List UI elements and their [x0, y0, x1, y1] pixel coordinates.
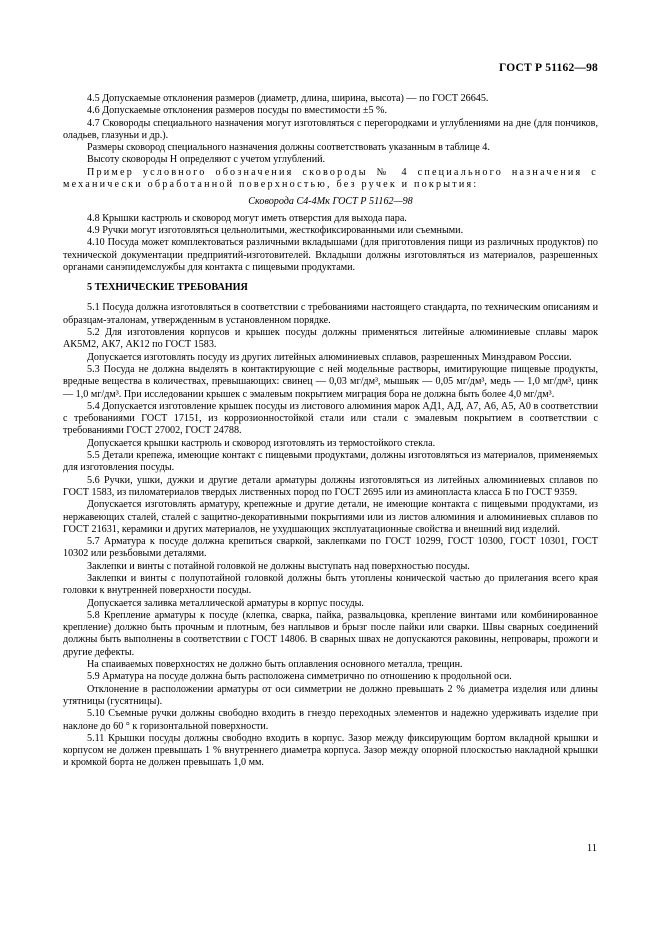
clause-4-7: 4.7 Сковороды специального назначения могут изготовляться с перегородками и углублениями на дне (для пончиков, оладьев, глазуньи и др.).: [63, 117, 598, 141]
clause-5-1: 5.1 Посуда должна изготовляться в соответствии с требованиями настоящего стандарта, по техническим описаниям и образцам-эталонам, утвержденным в установленном порядке.: [63, 302, 598, 326]
clause-4-5: 4.5 Допускаемые отклонения размеров (диаметр, длина, ширина, высота) — по ГОСТ 26645.: [87, 93, 489, 104]
section-heading: 5 ТЕХНИЧЕСКИЕ ТРЕБОВАНИЯ: [87, 282, 248, 294]
document-body: [63, 93, 598, 770]
clause-5-3: 5.3 Посуда не должна выделять в контактирующие с ней модельные растворы, имитирующие пищевые продукты, вредные вещества в количествах, превышающих: свинец — 0,03 мг/дм³, мышьяк — 0,05 мг/дм³, медь — 1,0 мг/дм³, цинк — 1,0 мг/дм³. При исследовании крышек с эмалевым покрытием миграция бора не должна быть более 4,0 мг/дм³.: [63, 363, 598, 400]
clause-4-8: 4.8 Крышки кастрюль и сковород могут иметь отверстия для выхода пара.: [87, 212, 407, 224]
clause-5-4-glass: Допускается крышки кастрюль и сковород изготовлять из термостойкого стекла.: [87, 437, 436, 449]
clause-4-9: 4.9 Ручки могут изготовляться цельнолитыми, жесткофиксированными или съемными.: [87, 224, 464, 236]
clause-5-4: 5.4 Допускается изготовление крышек посуды из листового алюминия марок АД1, АД, А7, А6, А5, А0 в соответствии с требованиями ГОСТ 17151, из коррозионностойкой стали или стали с эмалевым покрытием в соответствии с требованиями ГОСТ 27002, ГОСТ 24788.: [63, 400, 598, 437]
clause-5-7: 5.7 Арматура к посуде должна крепиться сваркой, заклепками по ГОСТ 10299, ГОСТ 10300, ГОСТ 10301, ГОСТ 10302 или резьбовыми деталями.: [63, 536, 598, 560]
clause-5-9: 5.9 Арматура на посуде должна быть расположена симметрично по отношению к продольной оси.: [87, 671, 512, 683]
page-number: 11: [586, 843, 597, 854]
clause-4-7-height: Высоту сковороды Н определяют с учетом углублений.: [87, 154, 326, 166]
designation-example: Пример условного обозначения сковороды № 4 специального назначения с механически обработанной поверхностью, без ручек и покрытия:: [63, 166, 598, 191]
clause-4-6: 4.6 Допускаемые отклонения размеров посуды по вместимости ±5 %.: [87, 105, 388, 117]
clause-5-7-semi-countersunk: Заклепки и винты с полупотайной головкой должны быть утоплены конической частью до прилегания всего края головки к внутренней поверхности посуды.: [63, 572, 598, 597]
clause-5-7-countersunk: Заклепки и винты с потайной головкой не должны выступать над поверхностью посуды.: [87, 560, 470, 572]
clause-5-2: 5.2 Для изготовления корпусов и крышек посуды должны применяться литейные алюминиевые сплавы марок АК5М2, АК7, АК12 по ГОСТ 1583.: [63, 327, 598, 351]
standard-header: ГОСТ Р 51162—98: [499, 62, 598, 74]
clause-5-5: 5.5 Детали крепежа, имеющие контакт с пищевыми продуктами, должны изготовляться из материалов, применяемых для изготовления посуды.: [63, 450, 598, 474]
clause-5-6-note: Допускается изготовлять арматуру, крепежные и другие детали, не имеющие контакта с пищевыми продуктами, из нержавеющих сталей, сталей с защитно-декоративными покрытиями или из листов алюминия и алюминиевых сплавов по ГОСТ 21631, керамики и других материалов, не ухудшающих эксплуатационные свойства и внешний вид изделий.: [63, 499, 598, 535]
clause-4-7-sizes: Размеры сковород специального назначения должны соответствовать указанным в таблице 4.: [87, 142, 490, 154]
clause-5-6: 5.6 Ручки, ушки, дужки и другие детали арматуры должны изготовляться из литейных алюминиевых сплавов по ГОСТ 1583, из пиломатериалов твердых лиственных пород по ГОСТ 2695 или из аминопласта класса Б по ГОСТ 9359.: [63, 474, 598, 498]
clause-5-2-note: Допускается изготовлять посуду из других литейных алюминиевых сплавов, разрешенных Минздравом России.: [87, 351, 572, 363]
clause-5-9-deviation: Отклонение в расположении арматуры от оси симметрии не должно превышать 2 % диаметра изделия или длины утятницы (гусятницы).: [63, 683, 598, 707]
clause-5-11: 5.11 Крышки посуды должны свободно входить в корпус. Зазор между фиксирующим бортом вкладной крышки и корпусом не должен превышать 1 % внутреннего диаметра корпуса. Зазор между опорной плоскостью накладной крышки и кромкой борта не должен превышать 1,0 мм.: [63, 732, 598, 769]
clause-5-7-casting: Допускается заливка металлической арматуры в корпус посуды.: [87, 597, 364, 609]
clause-5-8: 5.8 Крепление арматуры к посуде (клепка, сварка, пайка, развальцовка, крепление винтами или комбинированное крепление) должно быть прочным и плотным, без наплывов и брызг после пайки или сварки. Швы сварных соединений должны быть выполнены в соответствии с ГОСТ 14806. В сварных швах не допускаются раковины, непровары, прожоги и другие дефекты.: [63, 609, 598, 658]
designation-formula: Сковорода С4-4Мк ГОСТ Р 51162—98: [248, 196, 413, 208]
clause-5-8-soldering: На спаиваемых поверхностях не должно быть оплавления основного металла, трещин.: [87, 659, 463, 671]
clause-4-10: 4.10 Посуда может комплектоваться различными вкладышами (для приготовления пищи из различных продуктов) по технической документации предприятий-изготовителей. Вкладыши должны изготовляться из материалов, разрешенных органами санэпидемслужбы для контакта с пищевыми продуктами.: [63, 237, 598, 273]
clause-5-10: 5.10 Съемные ручки должны свободно входить в гнездо переходных элементов и надежно удерживать изделие при наклоне до 60 ° к горизонтальной поверхности.: [63, 708, 598, 732]
